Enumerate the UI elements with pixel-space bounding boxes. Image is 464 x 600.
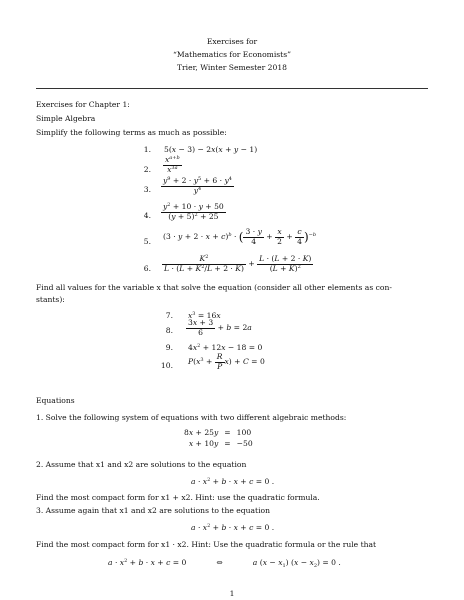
equation-10: $P(x^3$ + $\frac{R}{P}$ x) + C = 0 xyxy=(188,352,265,371)
item-number-1: 1. xyxy=(143,145,151,154)
quadratic-equation-1: $a \cdot x^2 + b \cdot x + c = 0$ . xyxy=(191,477,275,486)
item-number-6: 6. xyxy=(143,264,151,273)
simplify-instruction: Simplify the following terms as much as possible: xyxy=(36,128,227,137)
find-values-instruction-2: stants): xyxy=(36,295,65,304)
system-of-equations: 8x + 25y = 100 x + 10y = −50 xyxy=(184,428,253,448)
expression-1: 5(x − 3) − 2x(x + y − 1) xyxy=(164,145,258,154)
expression-2: $\frac{x^{a+b}}{x^{3a}}$ xyxy=(165,155,180,174)
expression-4: $\frac{y^2 + 10 \cdot y + 50}{(y + 5)^2 + 25}$ xyxy=(163,202,224,221)
equations-question-2: 2. Assume that x1 and x2 are solutions to the equation xyxy=(36,460,247,469)
section-heading-simple-algebra: Simple Algebra xyxy=(36,114,96,123)
equation-7: $x^3 = 16x$ xyxy=(188,311,221,320)
item-number-4: 4. xyxy=(143,211,151,220)
quadratic-equation-2: $a \cdot x^2 + b \cdot x + c = 0$ . xyxy=(191,523,275,532)
find-values-instruction-1: Find all values for the variable x that solve the equation (consider all other elements as con- xyxy=(36,283,392,292)
factorization-rule: $a \cdot x^2 + b \cdot x + c = 0$ ⇔ a $(x - x_1)$ $(x - x_2) = 0$ . xyxy=(108,558,341,569)
item-number-2: 2. xyxy=(143,165,151,174)
item-number-3: 3. xyxy=(143,185,151,194)
equations-question-3: 3. Assume again that x1 and x2 are solutions to the equation xyxy=(36,506,270,515)
doc-title-line1: Exercises for xyxy=(206,37,258,46)
chapter-title: Exercises for Chapter 1: xyxy=(36,100,130,109)
item-number-10: 10. xyxy=(160,361,173,370)
expression-5: $(3 \cdot y + 2 \cdot x + c)^b$ · ( $\frac{3 \cdot y}{4}$ + $\frac{x}{2}$ + $\frac{c}{4}$ )$^{-b}$ xyxy=(163,227,317,246)
page-number: 1 xyxy=(229,589,235,598)
equations-question-3-followup: Find the most compact form for x1 · x2. Hint: Use the quadratic formula or the rule that xyxy=(36,540,377,549)
equation-9: $4x^2 + 12x - 18 = 0$ xyxy=(188,343,263,352)
item-number-9: 9. xyxy=(165,343,173,352)
header-rule xyxy=(36,88,428,89)
equations-question-2-followup: Find the most compact form for x1 + x2. Hint: use the quadratic formula. xyxy=(36,493,320,502)
doc-title-line3: Trier, Winter Semester 2018 xyxy=(176,63,288,72)
item-number-5: 5. xyxy=(143,237,151,246)
expression-6: $\frac{K^2}{L \cdot (L + K^2/L + 2 \cdot K)}$ + $\frac{L \cdot (L + 2 \cdot K)}{(L + K)^2}$ xyxy=(164,254,312,273)
equations-question-1: 1. Solve the following system of equations with two different algebraic methods: xyxy=(36,413,347,422)
section-heading-equations: Equations xyxy=(36,396,75,405)
equation-8: $\frac{3x + 3}{6}$ + b = 2a xyxy=(188,318,252,337)
item-number-8: 8. xyxy=(165,326,173,335)
expression-3: $\frac{y^9 + 2 \cdot y^5 + 6 \cdot y^4}{y^4}$ xyxy=(163,176,232,195)
doc-title-line2: “Mathematics for Economists” xyxy=(172,50,291,59)
item-number-7: 7. xyxy=(165,311,173,320)
